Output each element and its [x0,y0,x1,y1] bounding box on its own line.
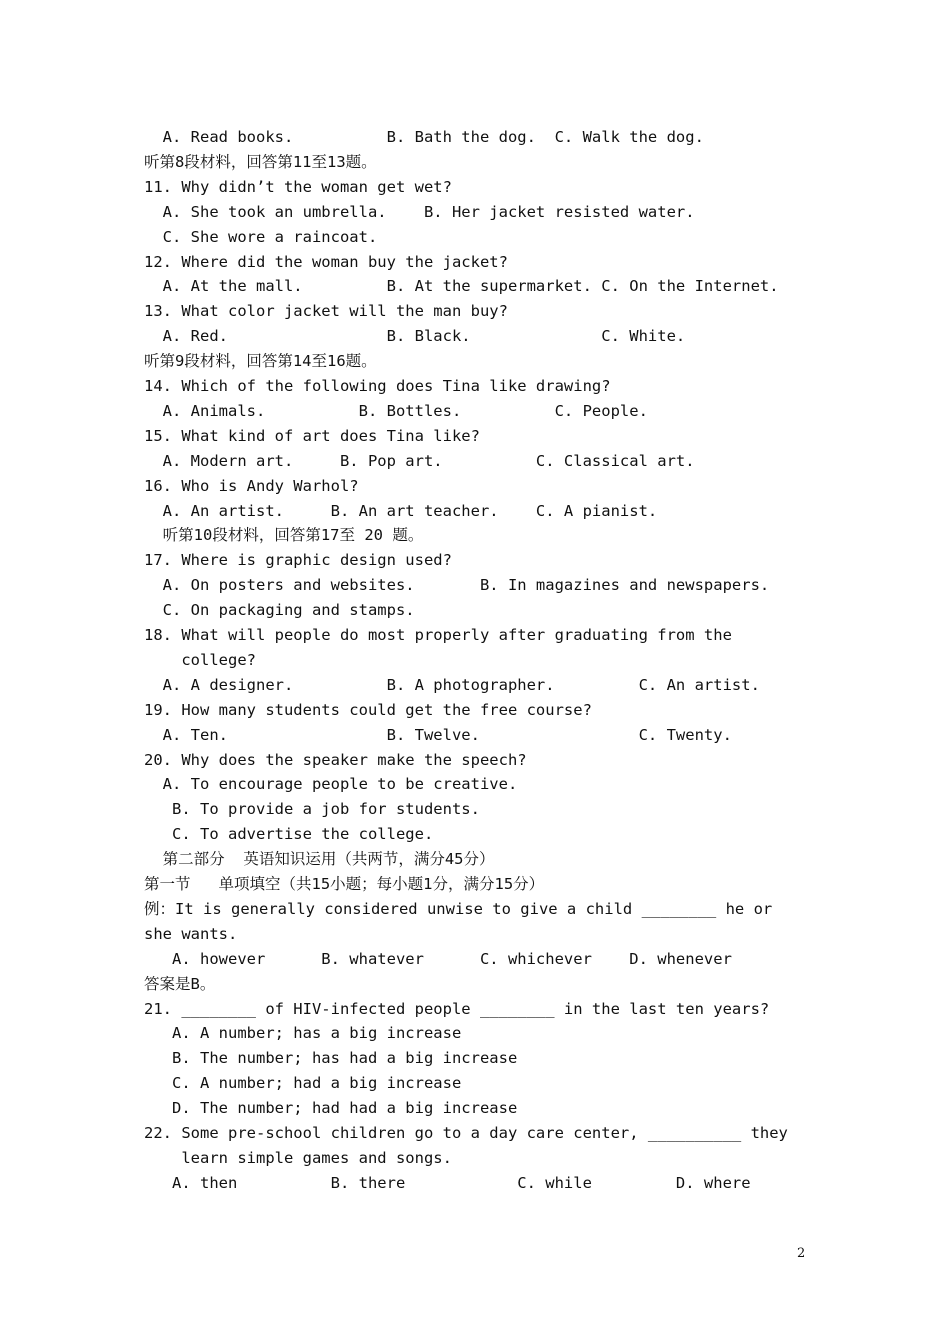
text-line: A. A number; has a big increase [144,1024,462,1043]
text-line: 听第10段材料，回答第17至 20 题。 [144,526,424,545]
text-line: 听第8段材料，回答第11至13题。 [144,152,377,171]
text-line: 21. ________ of HIV-infected people ________ in the last ten years? [144,999,770,1018]
text-line: A. Ten. B. Twelve. C. Twenty. [144,725,732,744]
text-line: A. On posters and websites. B. In magazines and newspapers. [144,576,770,595]
text-line: A. Modern art. B. Pop art. C. Classical art. [144,451,695,470]
text-line: 22. Some pre-school children go to a day care center, __________ they [144,1124,788,1142]
text-line: A. Read books. B. Bath the dog. C. Walk the dog. [144,128,704,146]
text-line: 12. Where did the woman buy the jacket? [144,252,508,271]
text-line: B. The number; has had a big increase [144,1049,518,1068]
text-line: A. Animals. B. Bottles. C. People. [144,401,648,420]
text-line: 16. Who is Andy Warhol? [144,476,359,495]
text-line: 18. What will people do most properly after graduating from the [144,626,732,644]
text-line: 13. What color jacket will the man buy? [144,302,508,321]
text-line: she wants. [144,924,238,943]
text-line: D. The number; had had a big increase [144,1099,518,1118]
text-line: 答案是B。 [144,974,216,993]
text-line: A. She took an umbrella. B. Her jacket resisted water. [144,202,695,221]
text-line: 听第9段材料，回答第14至16题。 [144,352,377,371]
text-line: 例：It is generally considered unwise to give a child ________ he or [144,899,773,918]
text-line: A. Red. B. Black. C. White. [144,327,686,346]
page-number: 2 [797,1246,806,1261]
text-line: 11. Why didn’t the woman get wet? [144,177,452,196]
text-line: 20. Why does the speaker make the speech? [144,750,527,769]
text-line: 第二部分 英语知识运用（共两节，满分45分） [144,850,495,869]
text-line: 15. What kind of art does Tina like? [144,426,480,445]
text-line: C. She wore a raincoat. [144,227,378,246]
text-line: C. To advertise the college. [144,825,434,844]
text-line: C. A number; had a big increase [144,1074,462,1093]
text-line: 第一节 单项填空（共15小题；每小题1分，满分15分） [144,875,545,893]
text-line: A. then B. there C. while D. where [144,1173,751,1192]
text-line: A. At the mall. B. At the supermarket. C. On the Internet. [144,277,779,296]
text-line: 14. Which of the following does Tina like drawing? [144,377,611,395]
text-line: 17. Where is graphic design used? [144,551,452,570]
text-line: A. however B. whatever C. whichever D. whenever [144,949,732,968]
text-line: 19. How many students could get the free course? [144,700,592,719]
text-line: B. To provide a job for students. [144,800,480,819]
text-line: A. To encourage people to be creative. [144,775,518,794]
text-line: A. A designer. B. A photographer. C. An artist. [144,675,760,694]
text-line: C. On packaging and stamps. [144,601,415,620]
text-line: A. An artist. B. An art teacher. C. A pianist. [144,501,658,520]
text-line: learn simple games and songs. [144,1148,452,1167]
text-line: college? [144,650,256,669]
